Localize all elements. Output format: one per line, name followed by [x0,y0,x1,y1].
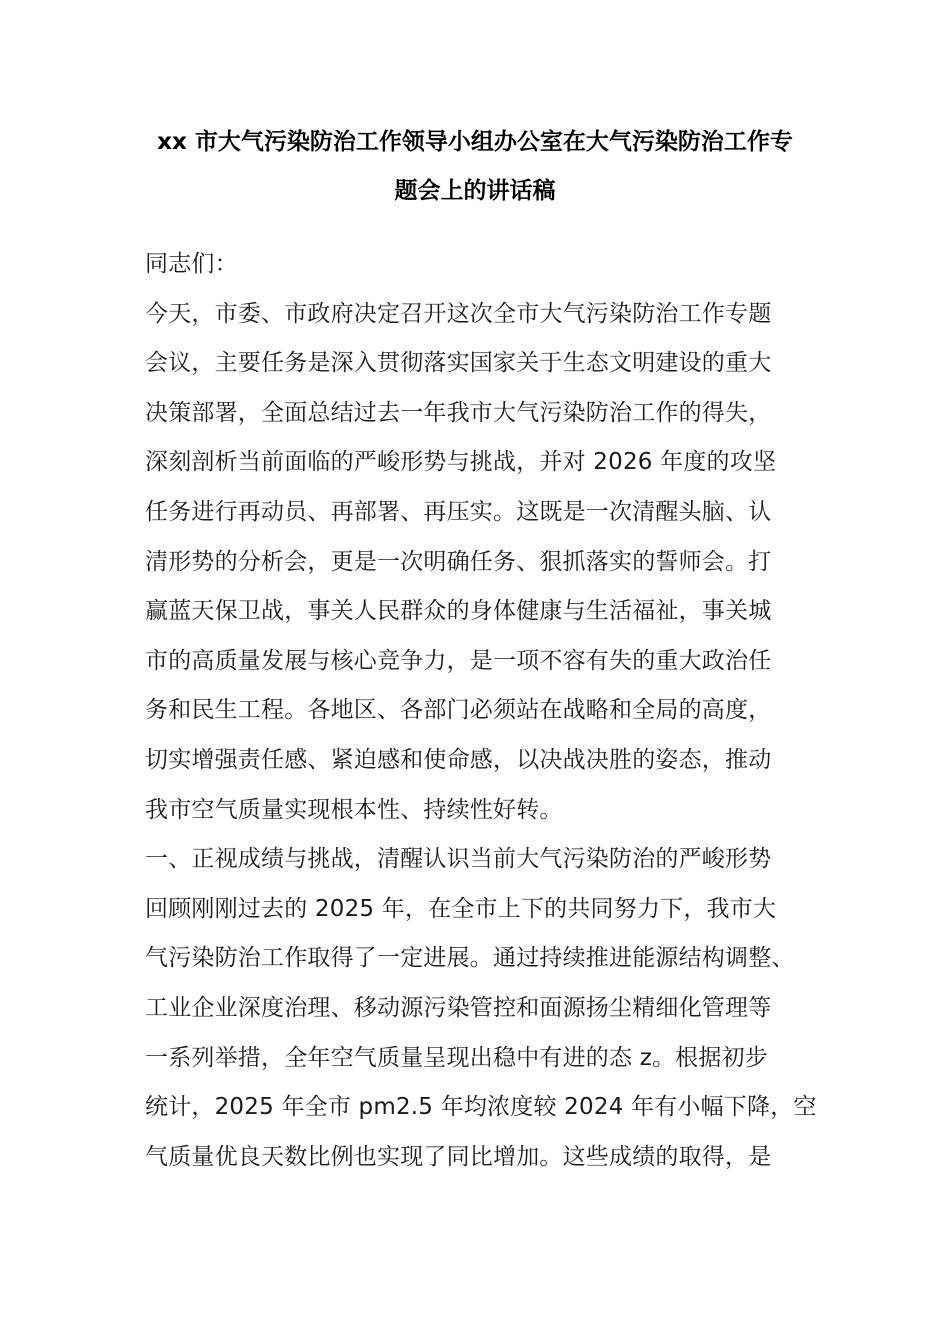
salutation: 同志们： [145,251,238,277]
paragraph-line: 会议，主要任务是深入贯彻落实国家关于生态文明建设的重大 [145,350,772,377]
paragraph-line: 决策部署，全面总结过去一年我市大气污染防治工作的得失， [145,399,772,426]
paragraph-line: 统计，2025 年全市 pm2.5 年均浓度较 2024 年有小幅下降，空 [145,1094,817,1121]
paragraph-line: 我市空气质量实现根本性、持续性好转。 [145,796,563,823]
paragraph-line: 清形势的分析会，更是一次明确任务、狠抓落实的誓师会。打 [145,548,772,575]
paragraph-line: 一系列举措，全年空气质量呈现出稳中有进的态 z。根据初步 [145,1044,768,1071]
paragraph-line: 深刻剖析当前面临的严峻形势与挑战，并对 2026 年度的攻坚 [145,449,777,476]
paragraph-line: 市的高质量发展与核心竞争力，是一项不容有失的重大政治任 [145,647,772,674]
paragraph-line: 务和民生工程。各地区、各部门必须站在战略和全局的高度， [145,697,772,724]
intro-paragraph [145,290,825,836]
paragraph-line: 赢蓝天保卫战，事关人民群众的身体健康与生活福祉，事关城 [145,598,772,625]
paragraph-line: 气污染防治工作取得了一定进展。通过持续推进能源结构调整、 [145,945,795,972]
paragraph-line: 气质量优良天数比例也实现了同比增加。这些成绩的取得，是 [145,1143,772,1170]
paragraph-line: 今天，市委、市政府决定召开这次全市大气污染防治工作专题 [145,300,772,327]
document-title [140,118,810,216]
title-line-2: 题会上的讲话稿 [394,178,556,204]
paragraph-line: 工业企业深度治理、移动源污染管控和面源扬尘精细化管理等 [145,994,772,1021]
paragraph-line: 回顾刚刚过去的 2025 年，在全市上下的共同努力下，我市大 [145,895,777,922]
document-body [145,240,825,1182]
section-paragraph [145,885,825,1183]
section-heading: 一、正视成绩与挑战，清醒认识当前大气污染防治的严峻形势 [145,846,772,873]
title-line-1: xx 市大气污染防治工作领导小组办公室在大气污染防治工作专 [157,129,793,155]
paragraph-line: 任务进行再动员、再部署、再压实。这既是一次清醒头脑、认 [145,498,772,525]
paragraph-line: 切实增强责任感、紧迫感和使命感，以决战决胜的姿态，推动 [145,746,772,773]
